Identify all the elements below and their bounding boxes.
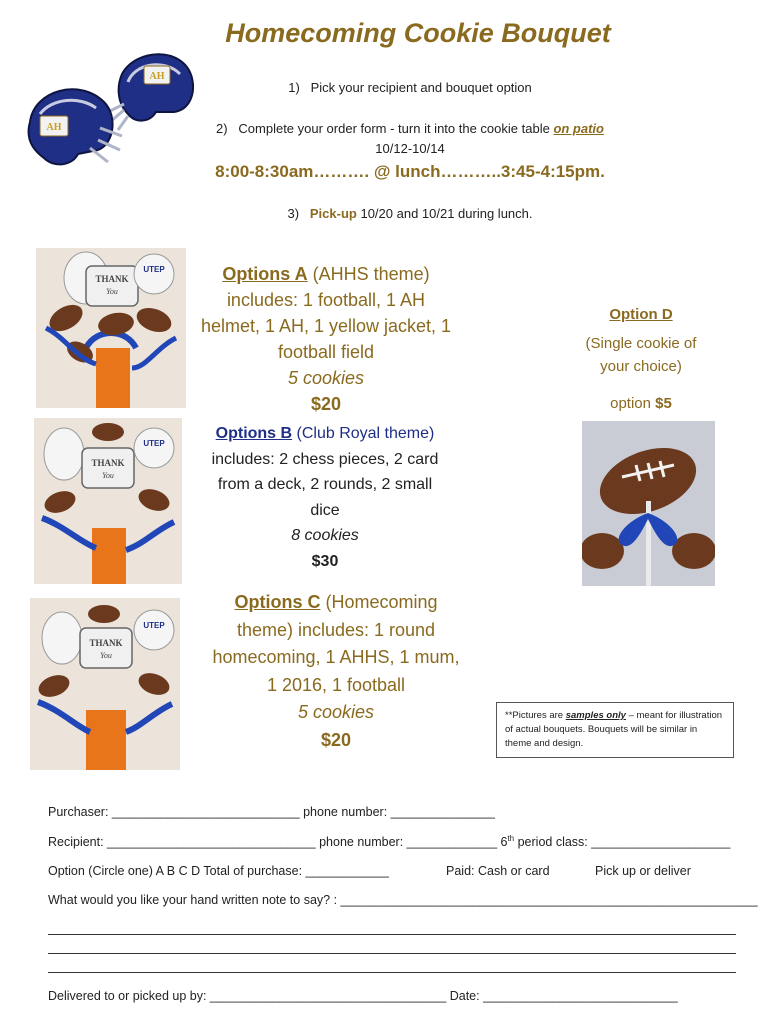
single-cookie-photo — [582, 421, 715, 586]
you-cookie-text: You — [106, 287, 118, 296]
option-c-price: $20 — [320, 729, 352, 750]
option-b-label: Options B — [215, 425, 293, 442]
option-d-price: $5 — [655, 395, 672, 412]
option-b-line3: dice — [310, 501, 340, 519]
option-circle-field[interactable]: Option (Circle one) A B C D Total of purchase: ____________ — [48, 864, 389, 878]
option-d-line2: your choice) — [600, 358, 682, 375]
option-d-line1: (Single cookie of — [585, 335, 697, 352]
bouquet-photo-b — [34, 418, 182, 584]
option-b-block — [190, 421, 460, 574]
delivered-field[interactable]: Delivered to or picked up by: __________________________________ Date: ____________________________ — [48, 989, 678, 1003]
step-2-emphasis: on patio — [553, 121, 604, 136]
bouquet-photo-c — [30, 598, 180, 770]
step-3-bold: Pick-up — [309, 206, 357, 221]
step-3 — [150, 206, 670, 221]
option-c-heading — [200, 589, 472, 617]
option-a-theme: (AHHS theme) — [307, 264, 430, 284]
option-c-theme: (Homecoming — [320, 592, 438, 612]
paid-field[interactable]: Paid: Cash or card — [446, 864, 550, 878]
option-a-line3: football field — [277, 342, 375, 362]
option-d-price-line — [566, 392, 716, 415]
option-a-price: $20 — [310, 394, 342, 414]
option-c-cookies: 5 cookies — [297, 702, 375, 722]
utep-cookie-text: UTEP — [143, 265, 165, 274]
step-2-text: 2) Complete your order form - turn it into the cookie table — [216, 121, 554, 136]
option-d-price-prefix: option — [610, 395, 656, 412]
option-c-label: Options C — [234, 592, 321, 612]
option-c-line3: 1 2016, 1 football — [266, 674, 406, 695]
option-b-heading — [190, 421, 460, 447]
option-a-block — [186, 261, 466, 417]
thank-cookie-text-b: THANK — [91, 458, 125, 468]
bouquet-photo-a — [36, 248, 186, 408]
note-line-1[interactable] — [48, 934, 736, 935]
utep-cookie-text-c: UTEP — [143, 621, 165, 630]
step-1 — [200, 80, 620, 95]
note-line-3[interactable] — [48, 972, 736, 973]
option-a-line1: includes: 1 football, 1 AH — [226, 290, 426, 310]
option-c-line2: homecoming, 1 AHHS, 1 mum, — [212, 647, 460, 667]
recipient-class-text: period class: ____________________ — [514, 835, 731, 850]
pickup-deliver-field[interactable]: Pick up or deliver — [595, 864, 691, 878]
helmet-logo-text: AH — [149, 71, 165, 82]
option-b-line1: includes: 2 chess pieces, 2 card — [211, 450, 439, 468]
option-b-price: $30 — [311, 552, 339, 570]
thank-cookie-text-c: THANK — [89, 638, 123, 648]
option-b-line2: from a deck, 2 rounds, 2 small — [217, 476, 433, 493]
option-d-label: Option D — [609, 306, 673, 323]
option-d-block — [566, 303, 716, 415]
note-emphasis: samples only — [565, 710, 626, 721]
note-prefix: **Pictures are — [505, 710, 566, 721]
step-2-dates: 10/12-10/14 — [375, 141, 445, 156]
thank-cookie-text: THANK — [95, 274, 129, 284]
recipient-field[interactable] — [48, 834, 730, 849]
svg-text:AH: AH — [46, 122, 62, 133]
football-helmet-icon — [24, 44, 194, 174]
step-3-num: 3) — [287, 206, 310, 221]
option-a-heading — [186, 261, 466, 287]
option-b-theme: (Club Royal theme) — [292, 425, 435, 442]
helmets-logo — [24, 44, 194, 174]
page-title: Homecoming Cookie Bouquet — [225, 18, 611, 48]
order-times: 8:00-8:30am………. @ lunch………..3:45-4:15pm. — [215, 162, 605, 181]
utep-cookie-text-b: UTEP — [143, 439, 165, 448]
note-rest: – meant for illustration of actual bouquets. Bouquets will be similar in theme and design. — [505, 710, 723, 749]
option-a-line2: helmet, 1 AH, 1 yellow jacket, 1 — [200, 316, 452, 336]
step-2 — [150, 121, 670, 136]
note-question-field[interactable]: What would you like your hand written note to say? : ____________________________________________________________ — [48, 893, 758, 907]
option-c-block — [200, 589, 472, 754]
option-a-label: Options A — [222, 264, 308, 284]
step-1-text: 1) Pick your recipient and bouquet option — [288, 80, 532, 95]
option-b-cookies: 8 cookies — [291, 527, 359, 544]
purchaser-field[interactable]: Purchaser: ___________________________ phone number: _______________ — [48, 805, 495, 819]
recipient-text: Recipient: ______________________________ phone number: _____________ 6 — [48, 835, 508, 850]
option-c-line1: theme) includes: 1 round — [236, 619, 436, 640]
you-cookie-text-b: You — [102, 471, 114, 480]
you-cookie-text-c: You — [100, 651, 112, 660]
option-a-cookies: 5 cookies — [287, 368, 365, 388]
samples-note — [496, 702, 734, 758]
recipient-sup: th — [507, 834, 515, 843]
step-3-rest: 10/20 and 10/21 during lunch. — [356, 206, 533, 221]
note-line-2[interactable] — [48, 953, 736, 954]
